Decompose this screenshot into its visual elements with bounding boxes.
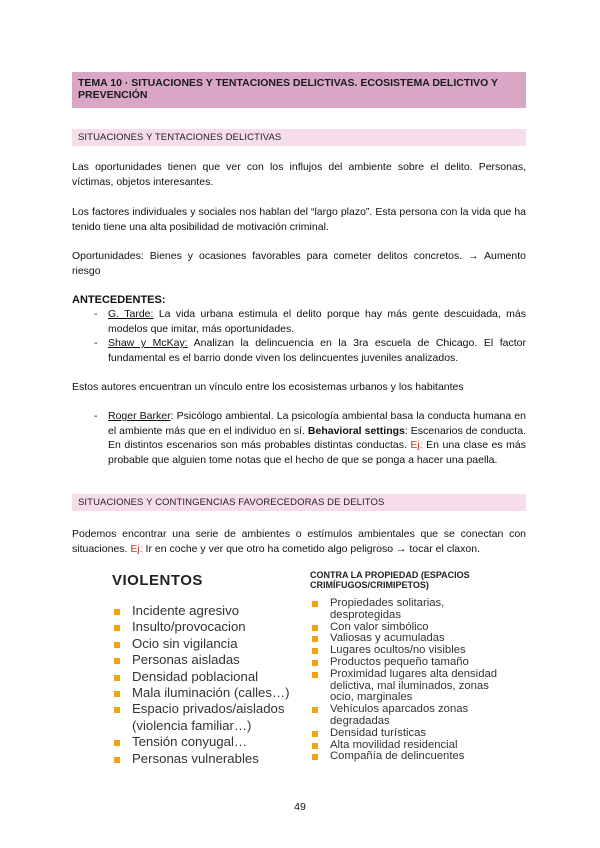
list-item-text: Con valor simbólico [330,620,429,633]
square-bullet-icon [312,754,318,760]
paragraph-2: Los factores individuales y sociales nos hablan del “largo plazo”. Esta persona con la vida que ha tenido tiene una alta posibilidad de motivación criminal. [72,206,526,233]
list-item [310,704,504,728]
square-bullet-icon [114,642,120,648]
list-item [112,701,302,734]
dash-bullet: - [94,337,98,349]
square-bullet-icon [312,625,318,631]
chapter-title-bar [72,72,526,108]
list-item-text: Tensión conyugal… [132,734,248,750]
list-item-text: Densidad turísticas [330,726,427,739]
list-item-text: Ocio sin vigilancia [132,635,238,651]
antecedent-item [94,336,526,365]
list-item [112,669,302,685]
section-title-2: SITUACIONES Y CONTINGENCIAS FAVORECEDORAS DE DELITOS [78,497,385,508]
square-bullet-icon [114,658,120,664]
paragraph-1: Las oportunidades tienen que ver con los influjos del ambiente sobre el delito. Personas, víctimas, objetos interesantes. [72,161,526,188]
behavioral-settings-term: Behavioral settings [307,424,405,437]
square-bullet-icon [114,707,120,713]
violent-list [112,603,302,767]
square-bullet-icon [114,757,120,763]
square-bullet-icon [114,675,120,681]
list-item [310,751,504,763]
list-item [112,619,302,635]
author-name: Shaw y McKay: [108,337,188,349]
barker-text-2: : Escenarios de conducta. En distintos escenarios son más probables distintas conductas. [108,424,526,451]
list-item-text: Valiosas y acumuladas [330,632,445,645]
situations-figure [104,566,504,796]
list-item [310,669,504,704]
section-header-2 [72,494,526,511]
barker-text-3: En una clase es más probable que alguien tome notas que el hecho de que se ponga a hacer una paella. [108,439,526,466]
list-item-text: Personas vulnerables [132,750,259,766]
example-label: Ej: [410,439,423,451]
section-header-1 [72,129,526,146]
square-bullet-icon [114,625,120,631]
list-item-text: Espacio privados/aislados (violencia familiar…) [132,701,285,733]
antecedent-item [94,307,526,336]
list-item [112,652,302,668]
square-bullet-icon [114,740,120,746]
square-bullet-icon [312,672,318,678]
list-item [112,636,302,652]
list-item-text: Incidente agresivo [132,603,240,618]
barker-text-1: : Psicólogo ambiental. La psicología ambiental basa la conducta humana en el ambiente más que en el individuo en sí. [108,410,526,437]
list-item-text: Insulto/provocacion [132,619,246,635]
violent-column [112,572,302,767]
square-bullet-icon [114,691,120,697]
dash-bullet: - [94,410,98,422]
list-item [112,603,302,619]
list-item [310,598,504,622]
property-list [310,598,504,763]
list-item-text: Productos pequeño tamaño [330,655,469,668]
barker-name: Roger Barker [108,410,171,422]
dash-bullet: - [94,308,98,320]
list-item-text: Vehículos aparcados zonas degradadas [330,703,469,727]
square-bullet-icon [312,601,318,607]
list-item-text: Densidad poblacional [132,668,259,684]
list-item [112,685,302,701]
square-bullet-icon [312,707,318,713]
square-bullet-icon [312,660,318,666]
author-text: Analizan la delincuencia en la 3ra escuela de Chicago. El factor fundamental es el barrio donde viven los delincuentes juveniles analizados. [108,337,527,364]
list-item [112,734,302,750]
list-item-text: Propiedades solitarias, desprotegidas [330,597,445,621]
chapter-title: TEMA 10 · SITUACIONES Y TENTACIONES DELICTIVAS. ECOSISTEMA DELICTIVO Y PREVENCIÓN [78,77,498,101]
example-label: Ej: [130,542,143,555]
list-item-text: Compañía de delincuentes [330,750,465,763]
square-bullet-icon [312,743,318,749]
antecedentes-heading: ANTECEDENTES: [72,294,166,306]
square-bullet-icon [114,609,120,615]
property-column [310,570,504,763]
list-item-text: Lugares ocultos/no visibles [330,644,466,657]
page-number: 49 [294,801,306,813]
violent-title: VIOLENTOS [112,572,203,589]
list-item-text: Personas aisladas [132,652,240,668]
author-name: G. Tarde: [108,308,154,320]
paragraph-5 [72,527,526,556]
section-title-1: SITUACIONES Y TENTACIONES DELICTIVAS [78,132,282,143]
list-item [112,751,302,767]
list-item-text: Alta movilidad residencial [330,738,458,751]
list-item-text: Mala iluminación (calles…) [132,685,290,701]
barker-item [94,409,526,467]
square-bullet-icon [312,648,318,654]
property-title: CONTRA LA PROPIEDAD (ESPACIOS CRIMÍFUGOS/CRIMIPETOS) [310,570,470,590]
para5-text-1: Podemos encontrar una serie de ambientes o estímulos ambientales que se conectan con situaciones. [72,528,526,555]
list-item-text: Proximidad lugares alta densidad delictiva, mal iluminados, zonas ocio, marginales [330,667,498,704]
paragraph-3: Oportunidades: Bienes y ocasiones favorables para cometer delitos concretos. → Aumento riesgo [72,250,526,277]
square-bullet-icon [312,636,318,642]
para5-text-2: Ir en coche y ver que otro ha cometido algo peligroso → tocar el claxon. [142,542,480,555]
square-bullet-icon [312,731,318,737]
author-text: La vida urbana estimula el delito porque hay más gente descuidada, más modelos que imitar, más oportunidades. [108,308,527,335]
paragraph-4: Estos autores encuentran un vínculo entre los ecosistemas urbanos y los habitantes [72,381,464,393]
